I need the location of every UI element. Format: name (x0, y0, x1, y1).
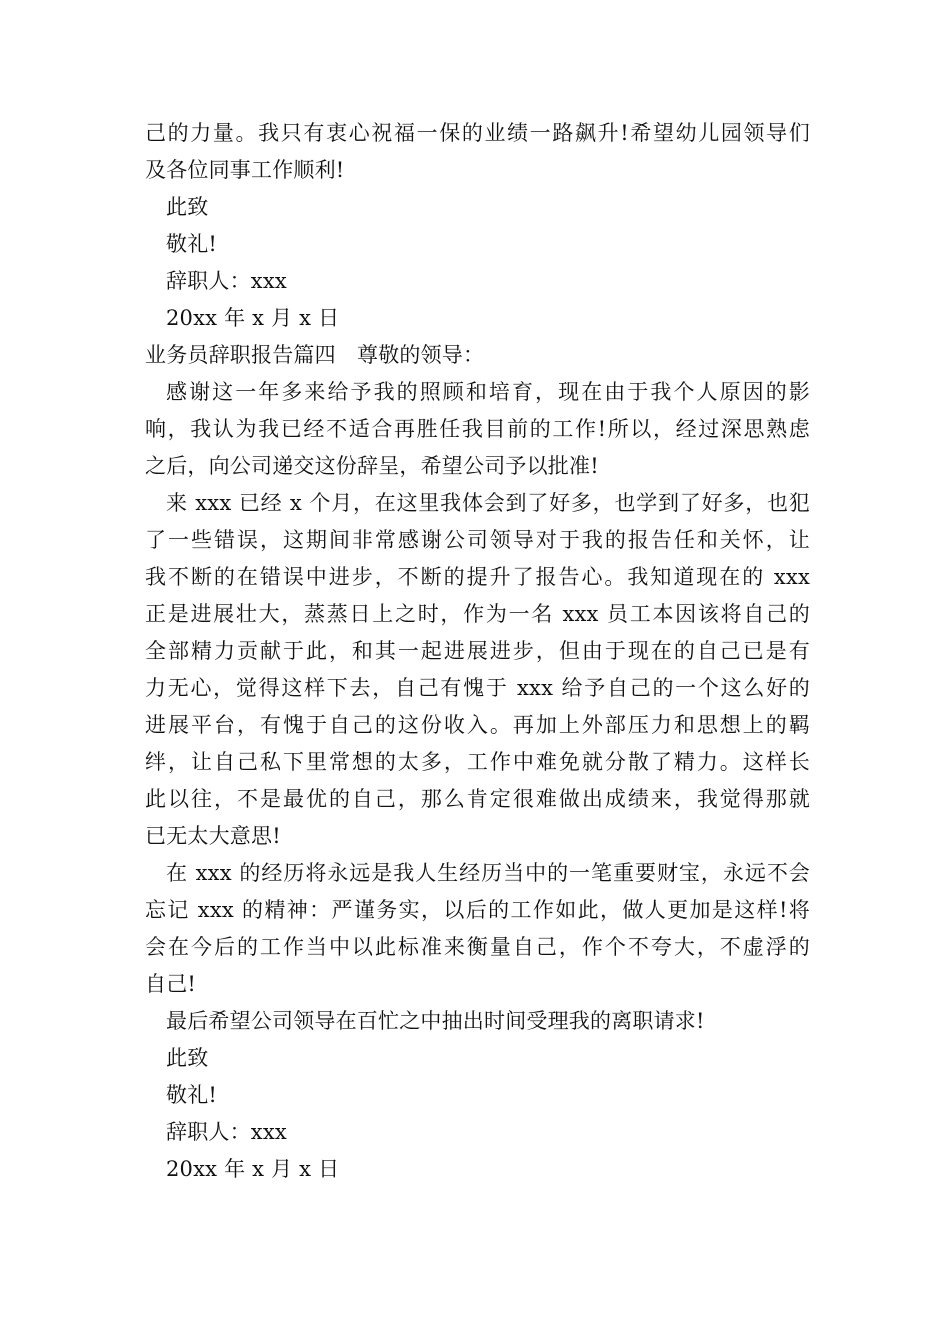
paragraph-line: 我不断的在错误中进步，不断的提升了报告心。我知道现在的 xxx (145, 565, 810, 589)
paragraph-line: 感谢这一年多来给予我的照顾和培育，现在由于我个人原因的影 (166, 380, 810, 404)
document-page (145, 115, 810, 1188)
paragraph-line: 此以往，不是最优的自己，那么肯定很难做出成绩来，我觉得那就 (145, 787, 810, 811)
section-heading: 业务员辞职报告篇四 尊敬的领导： (145, 343, 485, 367)
paragraph-line: 全部精力贡献于此，和其一起进展进步，但由于现在的自己已是有 (145, 639, 810, 663)
paragraph-line: 力无心，觉得这样下去，自己有愧于 xxx 给予自己的一个这么好的 (145, 676, 810, 700)
paragraph-line: 会在今后的工作当中以此标准来衡量自己，作个不夸大，不虚浮的 (145, 935, 810, 959)
paragraph-line: 了一些错误，这期间非常感谢公司领导对于我的报告任和关怀，让 (145, 528, 810, 552)
paragraph-line: 正是进展壮大，蒸蒸日上之时，作为一名 xxx 员工本因该将自己的 (145, 602, 810, 626)
signature-text: 辞职人：xxx (166, 269, 287, 293)
paragraph-line: 忘记 xxx 的精神：严谨务实，以后的工作如此，做人更加是这样!将 (145, 898, 810, 922)
paragraph-line: 最后希望公司领导在百忙之中抽出时间受理我的离职请求! (166, 1009, 705, 1033)
paragraph-line: 己的力量。我只有衷心祝福一保的业绩一路飙升!希望幼儿园领导们 (145, 121, 810, 145)
closing-text: 此致 (166, 1046, 209, 1070)
paragraph-line: 进展平台，有愧于自己的这份收入。再加上外部压力和思想上的羁 (145, 713, 810, 737)
date-text: 20xx 年 x 月 x 日 (166, 1157, 340, 1181)
salute-text: 敬礼! (166, 1083, 218, 1107)
date-text: 20xx 年 x 月 x 日 (166, 306, 340, 330)
paragraph-line: 来 xxx 已经 x 个月，在这里我体会到了好多，也学到了好多，也犯 (166, 491, 810, 515)
paragraph-line: 绊，让自己私下里常想的太多，工作中难免就分散了精力。这样长 (145, 750, 810, 774)
paragraph-line: 自己! (145, 972, 197, 996)
closing-text: 此致 (166, 195, 209, 219)
paragraph-line: 响，我认为我已经不适合再胜任我目前的工作!所以，经过深思熟虑 (145, 417, 810, 441)
paragraph-line: 已无太大意思! (145, 824, 281, 848)
paragraph-line: 之后，向公司递交这份辞呈，希望公司予以批准! (145, 454, 599, 478)
paragraph-line: 及各位同事工作顺利! (145, 158, 345, 182)
salute-text: 敬礼! (166, 232, 218, 256)
paragraph-line: 在 xxx 的经历将永远是我人生经历当中的一笔重要财宝，永远不会 (166, 861, 810, 885)
signature-text: 辞职人：xxx (166, 1120, 287, 1144)
